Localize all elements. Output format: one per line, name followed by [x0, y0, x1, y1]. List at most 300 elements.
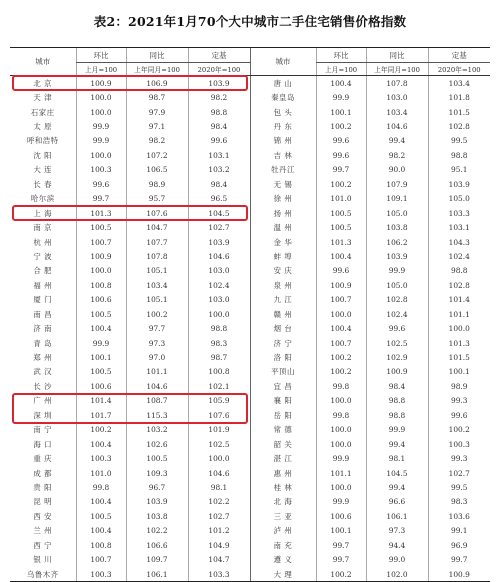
fixed-cell-right: 99.5 — [428, 480, 490, 494]
table-row — [10, 567, 490, 582]
city-cell-right: 洛 阳 — [250, 350, 316, 364]
mom-cell-right: 100.0 — [316, 394, 366, 408]
price-index-table — [10, 47, 490, 582]
fixed-cell: 104.6 — [188, 466, 250, 480]
yoy-base-header: 上年同月=100 — [126, 63, 188, 76]
city-cell-right: 桂 林 — [250, 480, 316, 494]
city-cell-right: 南 充 — [250, 538, 316, 552]
fixed-cell: 98.1 — [188, 480, 250, 494]
yoy-cell-right: 97.3 — [366, 524, 428, 538]
yoy-cell: 102.6 — [126, 437, 188, 451]
mom-base-header-right: 上月=100 — [316, 63, 366, 76]
fixed-cell: 98.3 — [188, 336, 250, 350]
yoy-cell-right: 104.5 — [366, 466, 428, 480]
mom-cell-right: 100.9 — [316, 278, 366, 292]
table-row — [10, 495, 490, 509]
city-cell-right: 丹 东 — [250, 119, 316, 133]
city-cell: 深 圳 — [33, 410, 53, 420]
table-row — [10, 321, 490, 335]
yoy-cell: 97.3 — [126, 336, 188, 350]
mom-cell: 100.2 — [76, 423, 126, 437]
yoy-cell: 97.0 — [126, 350, 188, 364]
mom-cell: 100.0 — [76, 105, 126, 119]
city-cell-right: 湛 江 — [250, 451, 316, 465]
mom-cell-right: 99.7 — [316, 552, 366, 566]
city-cell: 长 沙 — [33, 381, 53, 391]
city-cell-right: 济 宁 — [250, 336, 316, 350]
yoy-cell-right: 102.8 — [366, 293, 428, 307]
city-cell-right: 锦 州 — [250, 134, 316, 148]
fixed-cell-right: 103.4 — [428, 76, 490, 91]
city-cell: 银 川 — [33, 555, 53, 565]
mom-cell-right: 99.8 — [316, 379, 366, 393]
fixed-cell: 98.4 — [188, 177, 250, 191]
fixed-cell: 101.2 — [188, 524, 250, 538]
fixed-cell-right: 99.7 — [428, 552, 490, 566]
city-cell: 重 庆 — [33, 454, 53, 464]
fixed-cell-right: 103.9 — [428, 177, 490, 191]
mom-cell: 100.0 — [76, 90, 126, 104]
mom-cell-right: 100.7 — [316, 336, 366, 350]
mom-cell: 100.4 — [76, 321, 126, 335]
fixed-cell: 98.2 — [188, 90, 250, 104]
city-cell-right: 常 德 — [250, 423, 316, 437]
city-cell-right: 安 庆 — [250, 264, 316, 278]
city-cell: 大 连 — [33, 165, 53, 175]
mom-cell: 100.0 — [76, 148, 126, 162]
city-cell-right: 泸 州 — [250, 524, 316, 538]
mom-cell: 100.4 — [76, 495, 126, 509]
mom-cell: 99.9 — [76, 134, 126, 148]
table-row — [10, 177, 490, 191]
mom-cell: 100.3 — [76, 163, 126, 177]
yoy-cell: 103.9 — [126, 495, 188, 509]
city-cell-right: 徐 州 — [250, 192, 316, 206]
yoy-cell: 107.7 — [126, 235, 188, 249]
city-cell: 成 都 — [33, 468, 53, 478]
city-cell: 南 宁 — [33, 425, 53, 435]
city-cell: 沈 阳 — [33, 150, 53, 160]
yoy-header-right: 同比 — [366, 48, 428, 63]
yoy-cell-right: 99.9 — [366, 423, 428, 437]
mom-cell: 100.7 — [76, 235, 126, 249]
table-row — [10, 307, 490, 321]
mom-cell-right: 101.1 — [316, 466, 366, 480]
yoy-cell-right: 103.4 — [366, 105, 428, 119]
mom-cell-right: 100.0 — [316, 307, 366, 321]
mom-cell-right: 100.2 — [316, 177, 366, 191]
yoy-cell: 103.4 — [126, 278, 188, 292]
table-row — [10, 119, 490, 133]
city-cell: 昆 明 — [33, 497, 53, 507]
fixed-cell-right: 98.8 — [428, 264, 490, 278]
yoy-cell-right: 106.2 — [366, 235, 428, 249]
yoy-cell: 108.7 — [126, 394, 188, 408]
mom-cell: 100.6 — [76, 293, 126, 307]
fixed-cell-right: 100.3 — [428, 437, 490, 451]
city-cell: 南 昌 — [33, 309, 53, 319]
yoy-cell-right: 102.4 — [366, 307, 428, 321]
fixed-cell-right: 98.3 — [428, 495, 490, 509]
city-cell-right: 惠 州 — [250, 466, 316, 480]
mom-cell-right: 99.6 — [316, 148, 366, 162]
fixed-base-header: 2020年=100 — [188, 63, 250, 76]
yoy-cell: 106.9 — [126, 76, 188, 91]
city-cell: 西 安 — [33, 511, 53, 521]
city-cell: 贵 阳 — [33, 482, 53, 492]
fixed-cell: 102.2 — [188, 495, 250, 509]
yoy-cell: 107.6 — [126, 206, 188, 220]
mom-cell-right: 99.9 — [316, 495, 366, 509]
city-cell-right: 秦皇岛 — [250, 90, 316, 104]
city-cell-right: 唐 山 — [250, 76, 316, 91]
fixed-cell: 103.3 — [188, 567, 250, 582]
fixed-cell-right: 102.8 — [428, 278, 490, 292]
fixed-cell: 103.1 — [188, 148, 250, 162]
city-cell-right: 温 州 — [250, 220, 316, 234]
mom-cell: 100.9 — [76, 76, 126, 91]
city-cell-right: 无 锡 — [250, 177, 316, 191]
mom-cell-right: 100.1 — [316, 105, 366, 119]
yoy-cell: 103.8 — [126, 509, 188, 523]
mom-cell-right: 100.4 — [316, 76, 366, 91]
table-body — [10, 76, 490, 582]
city-cell-right: 平顶山 — [250, 365, 316, 379]
city-cell-right: 吉 林 — [250, 148, 316, 162]
fixed-cell-right: 102.7 — [428, 466, 490, 480]
table-row — [10, 105, 490, 119]
fixed-cell: 107.6 — [188, 408, 250, 422]
fixed-cell: 102.7 — [188, 509, 250, 523]
fixed-cell-right: 101.5 — [428, 105, 490, 119]
mom-cell-right: 100.0 — [316, 437, 366, 451]
city-cell: 合 肥 — [33, 266, 53, 276]
highlight-box — [12, 75, 248, 92]
yoy-cell: 97.1 — [126, 119, 188, 133]
city-cell: 西 宁 — [33, 540, 53, 550]
fixed-cell-right: 101.4 — [428, 293, 490, 307]
table-row — [10, 134, 490, 148]
table-row — [10, 293, 490, 307]
table-row — [10, 538, 490, 552]
yoy-cell: 107.2 — [126, 148, 188, 162]
city-cell-right: 遵 义 — [250, 552, 316, 566]
fixed-cell: 100.0 — [188, 451, 250, 465]
fixed-cell: 104.6 — [188, 249, 250, 263]
mom-cell-right: 99.7 — [316, 538, 366, 552]
yoy-cell-right: 107.8 — [366, 76, 428, 91]
table-row — [10, 509, 490, 523]
mom-cell-right: 100.2 — [316, 350, 366, 364]
fixed-cell-right: 100.9 — [428, 567, 490, 582]
yoy-cell-right: 102.0 — [366, 567, 428, 582]
city-cell-right: 北 海 — [250, 495, 316, 509]
mom-cell: 99.6 — [76, 177, 126, 191]
mom-cell: 99.9 — [76, 119, 126, 133]
yoy-cell: 98.2 — [126, 134, 188, 148]
mom-cell: 101.7 — [76, 408, 126, 422]
yoy-cell-right: 96.6 — [366, 495, 428, 509]
city-cell: 南 京 — [33, 223, 53, 233]
fixed-cell: 98.7 — [188, 350, 250, 364]
mom-cell: 101.0 — [76, 466, 126, 480]
fixed-cell: 102.4 — [188, 278, 250, 292]
yoy-cell: 106.6 — [126, 538, 188, 552]
mom-cell-right: 99.8 — [316, 408, 366, 422]
city-header: 城市 — [10, 48, 76, 76]
city-cell: 武 汉 — [33, 367, 53, 377]
mom-cell-right: 100.0 — [316, 423, 366, 437]
table-row — [10, 163, 490, 177]
fixed-cell: 101.9 — [188, 423, 250, 437]
mom-header: 环比 — [76, 48, 126, 63]
yoy-cell-right: 107.9 — [366, 177, 428, 191]
table-row — [10, 278, 490, 292]
fixed-cell-right: 98.8 — [428, 148, 490, 162]
fixed-cell-right: 100.2 — [428, 423, 490, 437]
mom-cell-right: 99.6 — [316, 264, 366, 278]
table-row — [10, 220, 490, 234]
yoy-cell-right: 100.9 — [366, 365, 428, 379]
table-row — [10, 451, 490, 465]
fixed-header: 定基 — [188, 48, 250, 63]
city-cell-right: 韶 关 — [250, 437, 316, 451]
city-cell: 太 原 — [33, 122, 53, 132]
fixed-cell-right: 102.4 — [428, 249, 490, 263]
yoy-cell-right: 99.9 — [366, 264, 428, 278]
city-cell: 北 京 — [33, 78, 53, 88]
mom-cell-right: 100.4 — [316, 249, 366, 263]
mom-cell-right: 99.9 — [316, 90, 366, 104]
fixed-cell-right: 101.8 — [428, 90, 490, 104]
header-row — [10, 48, 490, 63]
yoy-cell-right: 94.4 — [366, 538, 428, 552]
mom-cell: 99.8 — [76, 480, 126, 494]
mom-cell: 99.7 — [76, 192, 126, 206]
yoy-cell: 109.7 — [126, 552, 188, 566]
city-cell: 乌鲁木齐 — [10, 567, 76, 582]
city-cell-right: 牡丹江 — [250, 163, 316, 177]
mom-header-right: 环比 — [316, 48, 366, 63]
yoy-cell: 105.1 — [126, 264, 188, 278]
city-cell-right: 包 头 — [250, 105, 316, 119]
yoy-cell: 98.9 — [126, 177, 188, 191]
mom-cell-right: 100.2 — [316, 365, 366, 379]
fixed-cell: 105.9 — [188, 394, 250, 408]
mom-cell-right: 99.9 — [316, 451, 366, 465]
city-cell: 宁 波 — [33, 251, 53, 261]
fixed-cell-right: 102.8 — [428, 119, 490, 133]
city-cell-right: 襄 阳 — [250, 394, 316, 408]
table-title: 表2：2021年1月70个大中城市二手住宅销售价格指数 — [93, 14, 407, 29]
yoy-cell-right: 98.1 — [366, 451, 428, 465]
mom-cell: 100.1 — [76, 350, 126, 364]
yoy-cell-right: 98.4 — [366, 379, 428, 393]
fixed-cell: 100.0 — [188, 307, 250, 321]
mom-cell-right: 99.6 — [316, 134, 366, 148]
table-row — [10, 466, 490, 480]
city-cell: 石家庄 — [30, 107, 55, 117]
mom-cell-right: 100.0 — [316, 480, 366, 494]
mom-cell: 100.5 — [76, 365, 126, 379]
fixed-cell: 104.5 — [188, 206, 250, 220]
yoy-cell-right: 105.0 — [366, 206, 428, 220]
city-cell: 呼和浩特 — [26, 136, 59, 146]
city-cell: 济 南 — [33, 324, 53, 334]
mom-cell-right: 101.3 — [316, 235, 366, 249]
city-cell: 兰 州 — [33, 526, 53, 536]
yoy-cell-right: 103.9 — [366, 249, 428, 263]
city-cell: 上 海 — [33, 208, 53, 218]
mom-cell: 100.9 — [76, 249, 126, 263]
city-cell-right: 烟 台 — [250, 321, 316, 335]
fixed-cell: 103.9 — [188, 235, 250, 249]
city-cell: 哈尔滨 — [30, 194, 55, 204]
city-cell: 长 春 — [33, 179, 53, 189]
city-cell-right: 九 江 — [250, 293, 316, 307]
yoy-cell-right: 109.1 — [366, 192, 428, 206]
yoy-cell: 100.2 — [126, 307, 188, 321]
yoy-cell: 101.1 — [126, 365, 188, 379]
fixed-cell-right: 99.3 — [428, 451, 490, 465]
mom-cell-right: 100.2 — [316, 567, 366, 582]
mom-cell: 101.3 — [76, 206, 126, 220]
yoy-cell-right: 106.1 — [366, 509, 428, 523]
city-cell: 郑 州 — [33, 353, 53, 363]
yoy-base-header-right: 上年同月=100 — [366, 63, 428, 76]
fixed-cell-right: 104.3 — [428, 235, 490, 249]
yoy-cell: 105.1 — [126, 293, 188, 307]
fixed-cell-right: 103.1 — [428, 220, 490, 234]
highlight-box — [12, 205, 248, 221]
city-cell: 天 津 — [33, 93, 53, 103]
mom-cell: 100.8 — [76, 278, 126, 292]
city-cell-right: 岳 阳 — [250, 408, 316, 422]
yoy-cell: 100.5 — [126, 451, 188, 465]
mom-cell-right: 100.6 — [316, 509, 366, 523]
fixed-cell: 98.4 — [188, 119, 250, 133]
mom-cell: 101.4 — [76, 394, 126, 408]
yoy-cell-right: 103.8 — [366, 220, 428, 234]
yoy-cell-right: 99.6 — [366, 321, 428, 335]
fixed-cell: 104.9 — [188, 538, 250, 552]
fixed-cell-right: 105.0 — [428, 192, 490, 206]
yoy-cell-right: 98.2 — [366, 148, 428, 162]
mom-cell-right: 100.7 — [316, 293, 366, 307]
fixed-cell-right: 100.1 — [428, 365, 490, 379]
yoy-cell: 106.5 — [126, 163, 188, 177]
table-row — [10, 524, 490, 538]
fixed-cell: 98.8 — [188, 321, 250, 335]
fixed-cell: 102.5 — [188, 437, 250, 451]
fixed-cell: 103.9 — [188, 76, 250, 91]
yoy-cell: 103.2 — [126, 423, 188, 437]
fixed-cell-right: 99.3 — [428, 394, 490, 408]
fixed-cell: 98.8 — [188, 105, 250, 119]
city-cell: 厦 门 — [33, 295, 53, 305]
fixed-cell: 100.8 — [188, 365, 250, 379]
yoy-cell-right: 103.0 — [366, 90, 428, 104]
fixed-header-right: 定基 — [428, 48, 490, 63]
yoy-cell: 102.2 — [126, 524, 188, 538]
mom-cell: 100.5 — [76, 307, 126, 321]
yoy-header: 同比 — [126, 48, 188, 63]
fixed-cell-right: 99.6 — [428, 408, 490, 422]
fixed-cell-right: 95.1 — [428, 163, 490, 177]
yoy-cell: 97.9 — [126, 105, 188, 119]
table-row — [10, 192, 490, 206]
yoy-cell: 107.8 — [126, 249, 188, 263]
mom-cell-right: 100.5 — [316, 220, 366, 234]
mom-cell: 100.3 — [76, 567, 126, 582]
fixed-cell: 103.0 — [188, 264, 250, 278]
yoy-cell-right: 90.0 — [366, 163, 428, 177]
city-cell: 福 州 — [33, 280, 53, 290]
yoy-cell: 95.7 — [126, 192, 188, 206]
yoy-cell: 98.7 — [126, 90, 188, 104]
fixed-cell: 102.1 — [188, 379, 250, 393]
yoy-cell: 115.3 — [126, 408, 188, 422]
mom-cell-right: 101.0 — [316, 192, 366, 206]
fixed-cell-right: 103.6 — [428, 509, 490, 523]
fixed-cell-right: 99.1 — [428, 524, 490, 538]
city-cell: 广 州 — [33, 396, 53, 406]
mom-cell: 100.0 — [76, 264, 126, 278]
mom-cell-right: 99.7 — [316, 163, 366, 177]
fixed-cell-right: 101.3 — [428, 336, 490, 350]
yoy-cell: 97.7 — [126, 321, 188, 335]
table-row — [10, 423, 490, 437]
city-header-right: 城市 — [250, 48, 316, 76]
table-row — [10, 350, 490, 364]
fixed-cell: 102.7 — [188, 220, 250, 234]
fixed-base-header-right: 2020年=100 — [428, 63, 490, 76]
yoy-cell-right: 102.5 — [366, 336, 428, 350]
table-row — [10, 264, 490, 278]
fixed-cell-right: 101.1 — [428, 307, 490, 321]
fixed-cell: 103.2 — [188, 163, 250, 177]
mom-cell: 100.5 — [76, 509, 126, 523]
fixed-cell: 99.6 — [188, 134, 250, 148]
mom-cell: 100.7 — [76, 552, 126, 566]
city-cell: 青 岛 — [33, 338, 53, 348]
fixed-cell-right: 98.9 — [428, 379, 490, 393]
city-cell-right: 赣 州 — [250, 307, 316, 321]
city-cell-right: 扬 州 — [250, 206, 316, 220]
table-row — [10, 235, 490, 249]
city-cell: 杭 州 — [33, 237, 53, 247]
highlight-box — [12, 393, 248, 424]
yoy-cell: 96.7 — [126, 480, 188, 494]
mom-cell: 99.9 — [76, 336, 126, 350]
mom-cell-right: 100.1 — [316, 524, 366, 538]
table-row — [10, 480, 490, 494]
fixed-cell-right: 99.5 — [428, 134, 490, 148]
city-cell-right: 蚌 埠 — [250, 249, 316, 263]
table-row — [10, 148, 490, 162]
fixed-cell-right: 103.3 — [428, 206, 490, 220]
city-cell-right: 金 华 — [250, 235, 316, 249]
yoy-cell-right: 102.9 — [366, 350, 428, 364]
mom-cell: 100.6 — [76, 379, 126, 393]
fixed-cell: 104.7 — [188, 552, 250, 566]
table-row — [10, 90, 490, 104]
yoy-cell-right: 99.4 — [366, 437, 428, 451]
yoy-cell-right: 105.0 — [366, 278, 428, 292]
yoy-cell-right: 99.0 — [366, 552, 428, 566]
city-cell: 海 口 — [33, 439, 53, 449]
mom-cell: 100.8 — [76, 538, 126, 552]
